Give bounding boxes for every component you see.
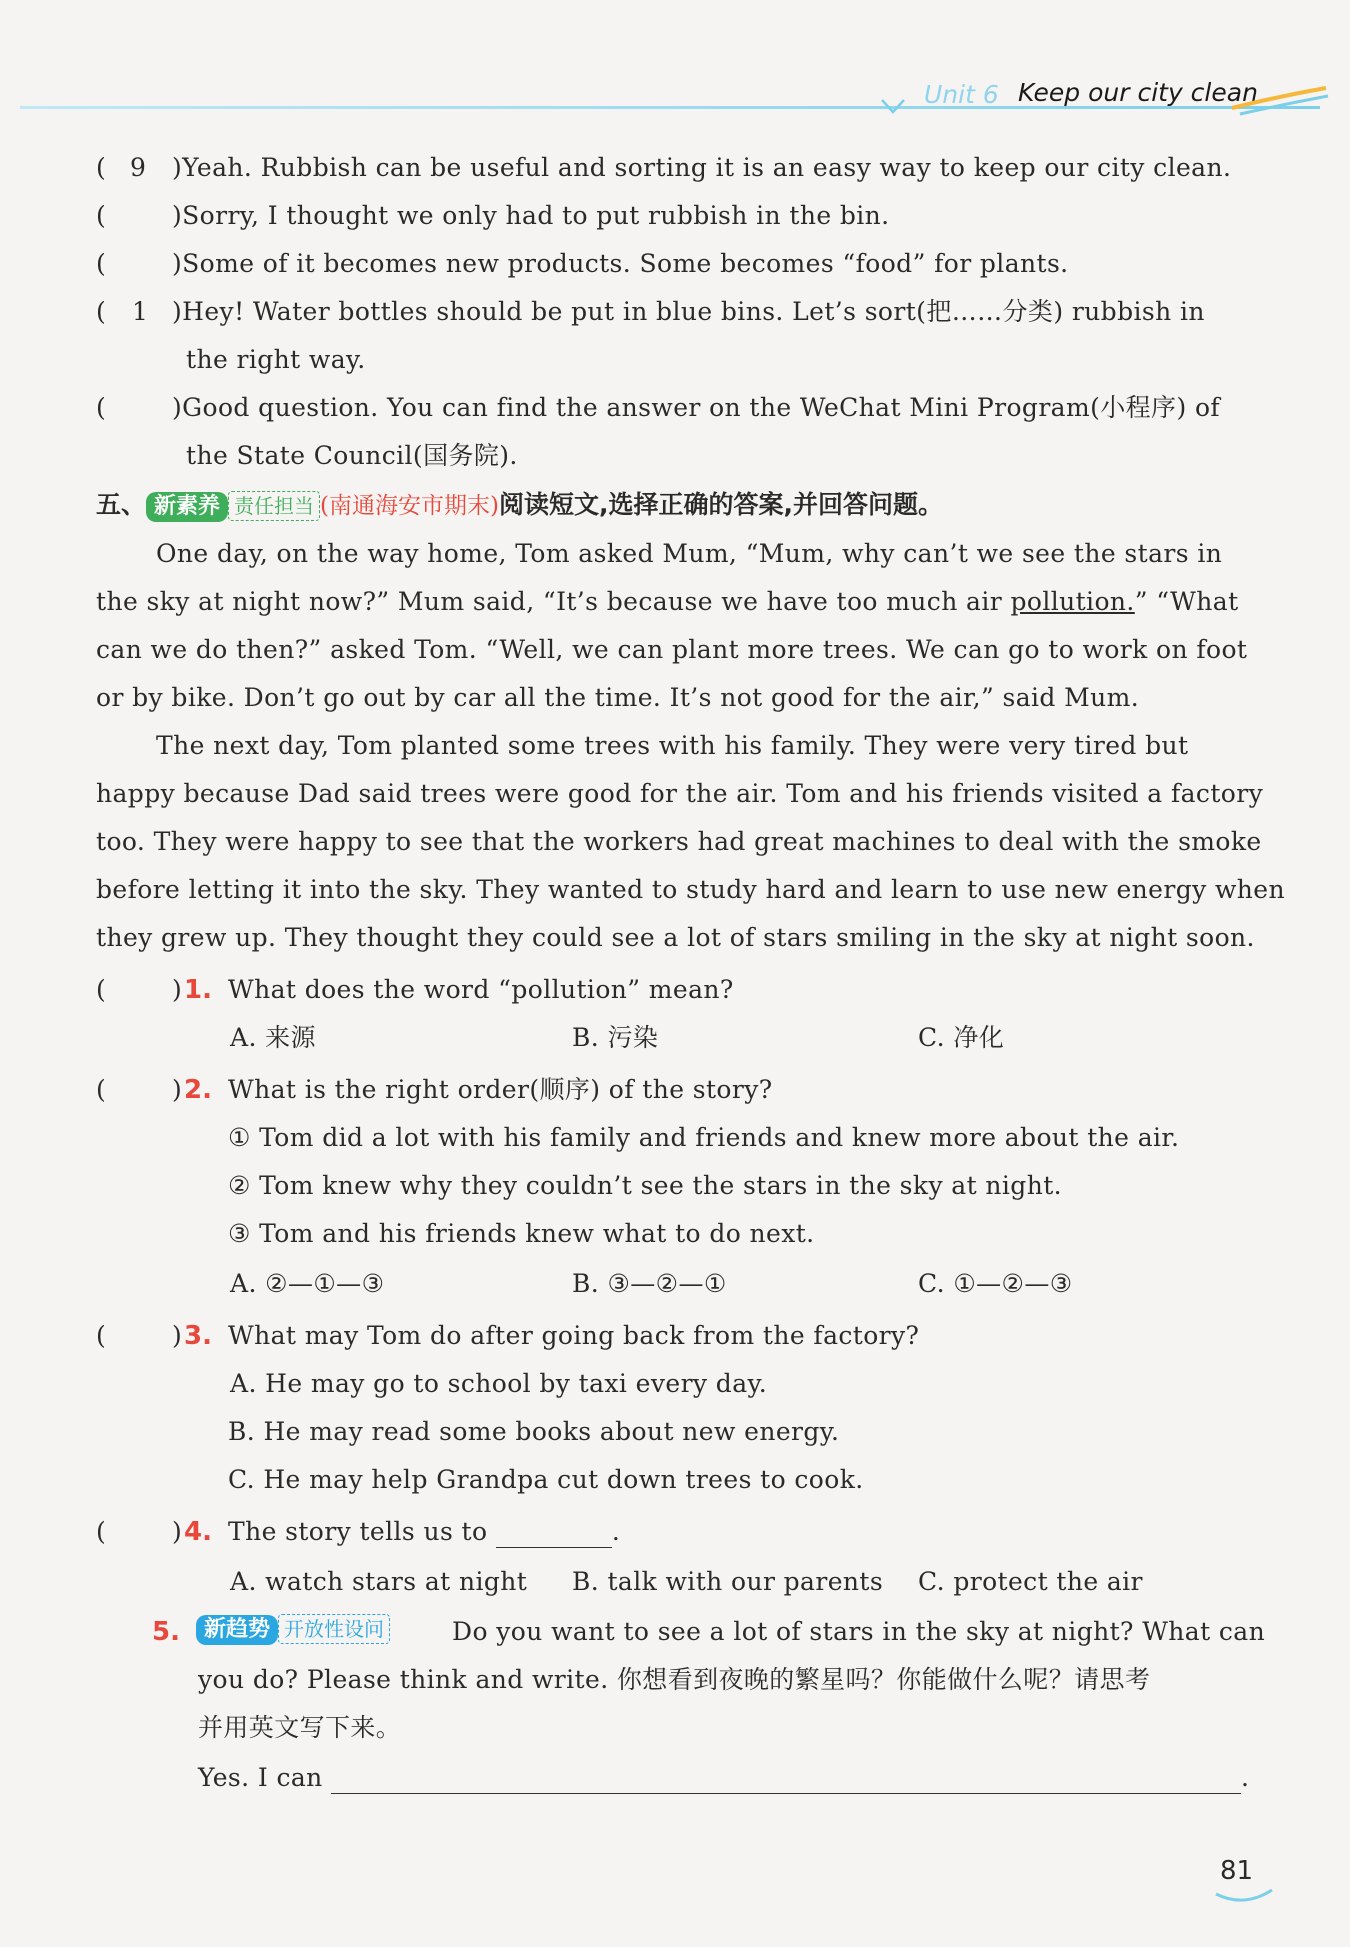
question-text-part: The story tells us to	[228, 1517, 488, 1546]
dialogue-line: )Some of it becomes new products. Some becomes “food” for plants.	[172, 249, 1069, 278]
header-title: Keep our city clean	[1018, 78, 1258, 107]
option[interactable]: B. He may read some books about new energy.	[228, 1417, 840, 1446]
order-item: ① Tom did a lot with his family and friends and knew more about the air.	[228, 1123, 1180, 1152]
question-number: 3.	[184, 1321, 212, 1351]
question-text	[228, 1516, 620, 1548]
option[interactable]: C. protect the air	[918, 1567, 1143, 1596]
order-answer: 9	[130, 153, 146, 182]
page-number: 81	[1220, 1856, 1254, 1886]
passage-line: too. They were happy to see that the workers had great machines to deal with the smoke	[96, 827, 1262, 856]
header-v-icon	[880, 98, 906, 114]
q5-subtag: 开放性设问	[278, 1614, 390, 1644]
option[interactable]: B. talk with our parents	[572, 1567, 884, 1596]
section-instruction: 阅读短文,选择正确的答案,并回答问题。	[498, 490, 943, 519]
q5-tag: 新趋势	[196, 1615, 278, 1645]
order-answer: 1	[132, 297, 148, 326]
paren-close: )	[172, 1075, 182, 1104]
passage-line: The next day, Tom planted some trees with his family. They were very tired but	[156, 731, 1189, 760]
paren-close: )	[172, 1517, 182, 1546]
header-unit: Unit 6	[924, 80, 999, 109]
section-tag: 新素养	[146, 492, 228, 522]
section-number: 五、	[96, 490, 147, 519]
header-swoosh-icon	[1230, 86, 1330, 116]
option[interactable]: A. 来源	[230, 1023, 316, 1052]
section-subtag: 责任担当	[228, 491, 320, 521]
option[interactable]: A. ②—①—③	[230, 1269, 385, 1298]
dialogue-line-cont: the State Council(国务院).	[186, 441, 518, 470]
question-number: 5.	[152, 1617, 180, 1647]
dialogue-line: )Sorry, I thought we only had to put rubbish in the bin.	[172, 201, 890, 230]
answer-paren[interactable]: (	[96, 249, 106, 278]
underlined-word: pollution.	[1010, 587, 1135, 616]
passage-line: they grew up. They thought they could see a lot of stars smiling in the sky at night soon.	[96, 923, 1255, 952]
question-text: What may Tom do after going back from the factory?	[228, 1321, 920, 1350]
option[interactable]: A. He may go to school by taxi every day.	[230, 1369, 768, 1398]
answer-blank[interactable]	[331, 1767, 1241, 1794]
q5-text: 并用英文写下来。	[198, 1713, 402, 1742]
dialogue-line: )Yeah. Rubbish can be useful and sorting it is an easy way to keep our city clean.	[172, 153, 1232, 182]
section-heading	[96, 488, 943, 523]
passage-line: happy because Dad said trees were good for the air. Tom and his friends visited a factory	[96, 779, 1264, 808]
answer-paren[interactable]: (	[96, 201, 106, 230]
option[interactable]: B. ③—②—①	[572, 1269, 727, 1298]
answer-paren[interactable]: (	[96, 975, 106, 1004]
answer-paren[interactable]: (	[96, 153, 106, 182]
passage-line	[96, 586, 1239, 618]
answer-paren[interactable]: (	[96, 393, 106, 422]
question-text: What is the right order(顺序) of the story?	[228, 1075, 773, 1104]
page-number-swoosh-icon	[1214, 1888, 1274, 1906]
answer-paren[interactable]: (	[96, 1517, 106, 1546]
option[interactable]: C. ①—②—③	[918, 1269, 1073, 1298]
option[interactable]: A. watch stars at night	[230, 1567, 528, 1596]
answer-paren[interactable]: (	[96, 297, 106, 326]
q5-text: you do? Please think and write. 你想看到夜晚的繁星吗？你能做什么呢？请思考	[198, 1665, 1151, 1694]
answer-paren[interactable]: (	[96, 1321, 106, 1350]
option[interactable]: C. He may help Grandpa cut down trees to cook.	[228, 1465, 864, 1494]
q5-answer-line	[198, 1762, 1249, 1794]
question-number: 2.	[184, 1075, 212, 1105]
question-text-end: .	[611, 1517, 621, 1546]
dialogue-line-cont: the right way.	[186, 345, 366, 374]
order-item: ② Tom knew why they couldn’t see the stars in the sky at night.	[228, 1171, 1063, 1200]
option[interactable]: B. 污染	[572, 1023, 659, 1052]
question-number: 1.	[184, 975, 212, 1005]
passage-line: or by bike. Don’t go out by car all the time. It’s not good for the air,” said Mum.	[96, 683, 1140, 712]
paren-close: )	[172, 1321, 182, 1350]
answer-prefix: Yes. I can	[198, 1763, 323, 1792]
passage-text: ” “What	[1134, 587, 1239, 616]
dialogue-line: )Good question. You can find the answer on the WeChat Mini Program(小程序) of	[172, 393, 1221, 422]
passage-line: One day, on the way home, Tom asked Mum, “Mum, why can’t we see the stars in	[156, 539, 1223, 568]
answer-blank[interactable]	[496, 1521, 612, 1548]
option[interactable]: C. 净化	[918, 1023, 1005, 1052]
order-item: ③ Tom and his friends knew what to do next.	[228, 1219, 815, 1248]
answer-end: .	[1241, 1763, 1250, 1792]
q5-text: Do you want to see a lot of stars in the sky at night? What can	[452, 1617, 1266, 1646]
question-text: What does the word “pollution” mean?	[228, 975, 734, 1004]
paren-close: )	[172, 975, 182, 1004]
answer-paren[interactable]: (	[96, 1075, 106, 1104]
section-source: (南通海安市期末)	[320, 493, 499, 519]
passage-line: can we do then?” asked Tom. “Well, we can plant more trees. We can go to work on foot	[96, 635, 1248, 664]
passage-line: before letting it into the sky. They wanted to study hard and learn to use new energy when	[96, 875, 1285, 904]
question-number: 4.	[184, 1517, 212, 1547]
dialogue-line: )Hey! Water bottles should be put in blue bins. Let’s sort(把……分类) rubbish in	[172, 297, 1205, 326]
q5-tags	[196, 1614, 390, 1645]
passage-text: the sky at night now?” Mum said, “It’s because we have too much air	[96, 587, 1011, 616]
